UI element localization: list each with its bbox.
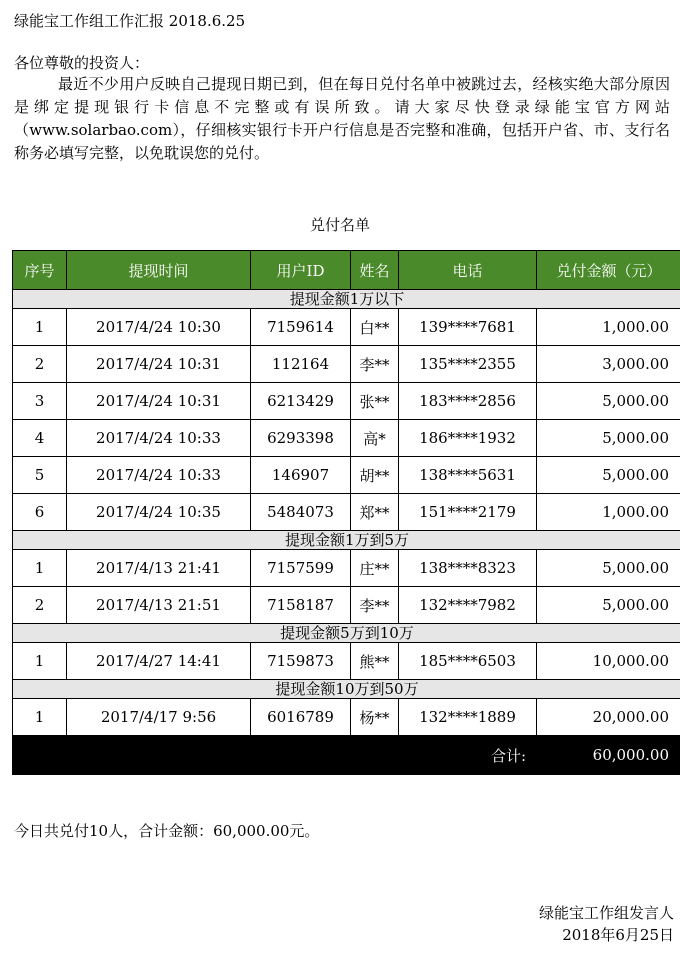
cell-user-id: 5484073	[251, 494, 351, 531]
cell-amount: 5,000.00	[537, 587, 680, 624]
table-row	[13, 383, 680, 420]
cell-user-id: 7158187	[251, 587, 351, 624]
signer: 绿能宝工作组发言人	[538, 904, 674, 922]
table-row	[13, 643, 680, 680]
cell-name: 张**	[351, 383, 399, 420]
cell-phone: 186****1932	[399, 420, 537, 457]
cell-time: 2017/4/13 21:41	[67, 550, 251, 587]
list-title: 兑付名单	[309, 216, 370, 234]
cell-index: 4	[13, 420, 67, 457]
cell-time: 2017/4/24 10:35	[67, 494, 251, 531]
cell-phone: 183****2856	[399, 383, 537, 420]
cell-time: 2017/4/24 10:33	[67, 420, 251, 457]
cell-amount: 1,000.00	[537, 494, 680, 531]
cell-user-id: 6213429	[251, 383, 351, 420]
total-row	[13, 736, 680, 775]
intro-paragraph: 最近不少用户反映自己提现日期已到，但在每日兑付名单中被跳过去，经核实绝大部分原因是绑定提现银行卡信息不完整或有误所致。请大家尽快登录绿能宝官方网站（www.solarbao.com），仔细核实银行卡开户行信息是否完整和准确，包括开户省、市、支行名称务必填写完整，以免耽误您的兑付。	[14, 75, 670, 162]
cell-user-id: 7159614	[251, 309, 351, 346]
cell-index: 5	[13, 457, 67, 494]
header-user-id: 用户ID	[251, 251, 351, 290]
cell-phone: 132****1889	[399, 699, 537, 736]
table-row	[13, 309, 680, 346]
cell-user-id: 146907	[251, 457, 351, 494]
cell-index: 2	[13, 346, 67, 383]
table-row	[13, 587, 680, 624]
sign-date: 2018年6月25日	[562, 926, 674, 944]
group-row	[13, 290, 680, 309]
cell-user-id: 7159873	[251, 643, 351, 680]
cell-time: 2017/4/17 9:56	[67, 699, 251, 736]
table-row	[13, 494, 680, 531]
total-amount: 60,000.00	[537, 736, 680, 775]
cell-amount: 5,000.00	[537, 457, 680, 494]
payout-table	[12, 250, 680, 775]
cell-index: 1	[13, 550, 67, 587]
cell-name: 杨**	[351, 699, 399, 736]
group-label: 提现金额10万到50万	[13, 680, 680, 699]
report-title: 绿能宝工作组工作汇报 2018.6.25	[14, 12, 246, 30]
cell-phone: 135****2355	[399, 346, 537, 383]
header-phone: 电话	[399, 251, 537, 290]
cell-amount: 1,000.00	[537, 309, 680, 346]
summary-text: 今日共兑付10人，合计金额：60,000.00元。	[14, 822, 320, 840]
total-label: 合计:	[13, 736, 537, 775]
header-amount: 兑付金额（元）	[537, 251, 680, 290]
greeting: 各位尊敬的投资人：	[14, 54, 150, 72]
cell-phone: 139****7681	[399, 309, 537, 346]
cell-index: 1	[13, 699, 67, 736]
header-time: 提现时间	[67, 251, 251, 290]
header-name: 姓名	[351, 251, 399, 290]
cell-amount: 5,000.00	[537, 550, 680, 587]
table-row	[13, 420, 680, 457]
table-row	[13, 346, 680, 383]
cell-name: 白**	[351, 309, 399, 346]
group-label: 提现金额1万到5万	[13, 531, 680, 550]
cell-user-id: 6293398	[251, 420, 351, 457]
cell-time: 2017/4/24 10:33	[67, 457, 251, 494]
table-row	[13, 550, 680, 587]
cell-name: 郑**	[351, 494, 399, 531]
cell-amount: 5,000.00	[537, 383, 680, 420]
cell-amount: 10,000.00	[537, 643, 680, 680]
table-row	[13, 457, 680, 494]
table-body	[13, 290, 680, 736]
cell-time: 2017/4/27 14:41	[67, 643, 251, 680]
cell-index: 3	[13, 383, 67, 420]
cell-user-id: 6016789	[251, 699, 351, 736]
table-header-row	[13, 251, 680, 290]
group-row	[13, 680, 680, 699]
cell-index: 1	[13, 643, 67, 680]
group-label: 提现金额5万到10万	[13, 624, 680, 643]
cell-amount: 20,000.00	[537, 699, 680, 736]
cell-name: 高*	[351, 420, 399, 457]
cell-time: 2017/4/24 10:30	[67, 309, 251, 346]
cell-amount: 5,000.00	[537, 420, 680, 457]
cell-name: 庄**	[351, 550, 399, 587]
cell-user-id: 7157599	[251, 550, 351, 587]
cell-phone: 151****2179	[399, 494, 537, 531]
cell-time: 2017/4/24 10:31	[67, 346, 251, 383]
cell-name: 李**	[351, 346, 399, 383]
cell-index: 2	[13, 587, 67, 624]
cell-user-id: 112164	[251, 346, 351, 383]
cell-name: 李**	[351, 587, 399, 624]
header-index: 序号	[13, 251, 67, 290]
cell-phone: 138****8323	[399, 550, 537, 587]
group-row	[13, 624, 680, 643]
cell-name: 熊**	[351, 643, 399, 680]
cell-amount: 3,000.00	[537, 346, 680, 383]
cell-time: 2017/4/13 21:51	[67, 587, 251, 624]
table-row	[13, 699, 680, 736]
cell-name: 胡**	[351, 457, 399, 494]
cell-time: 2017/4/24 10:31	[67, 383, 251, 420]
cell-phone: 132****7982	[399, 587, 537, 624]
group-label: 提现金额1万以下	[13, 290, 680, 309]
cell-phone: 185****6503	[399, 643, 537, 680]
cell-index: 1	[13, 309, 67, 346]
cell-index: 6	[13, 494, 67, 531]
group-row	[13, 531, 680, 550]
cell-phone: 138****5631	[399, 457, 537, 494]
